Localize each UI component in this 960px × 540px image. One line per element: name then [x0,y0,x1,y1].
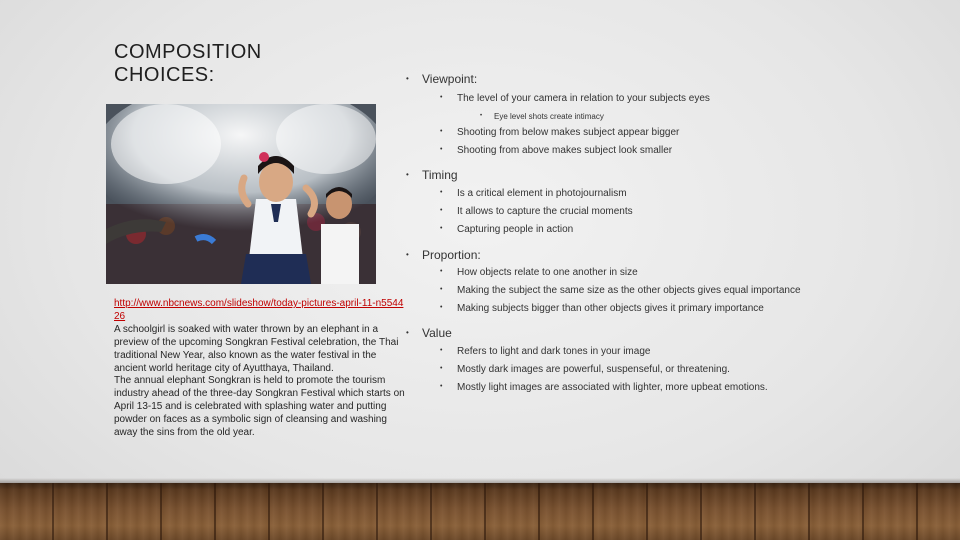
title-line-1: COMPOSITION [114,41,262,63]
wood-floor-decoration [0,483,960,540]
proportion-item-1: • How objects relate to one another in size [440,267,638,278]
heading-viewpoint: • Viewpoint: [406,72,478,86]
timing-item-3: • Capturing people in action [440,224,574,235]
girl-face [259,162,293,202]
proportion-item-3: • Making subjects bigger than other objects gives it primary importance [440,303,764,314]
girl-skirt [241,254,311,284]
viewpoint-item-3: • Shooting from above makes subject look smaller [440,145,673,156]
photo-caption [114,298,406,440]
value-item-1: • Refers to light and dark tones in your image [440,346,651,357]
timing-item-1: • Is a critical element in photojournalism [440,188,627,199]
timing-item-2: • It allows to capture the crucial moments [440,206,633,217]
value-item-2: • Mostly dark images are powerful, suspenseful, or threatening. [440,364,730,375]
value-item-3: • Mostly light images are associated with lighter, more upbeat emotions. [440,382,768,393]
heading-timing: • Timing [406,168,458,182]
heading-proportion: • Proportion: [406,248,481,262]
slide-title [114,41,354,87]
photo-illustration [106,104,376,284]
viewpoint-sub-item-1: • Eye level shots create intimacy [480,112,604,121]
proportion-item-2: • Making the subject the same size as the other objects gives equal importance [440,285,801,296]
heading-value: • Value [406,326,452,340]
title-line-2: CHOICES: [114,64,215,86]
viewpoint-item-1: • The level of your camera in relation to your subjects eyes [440,93,710,104]
viewpoint-item-2: • Shooting from below makes subject appear bigger [440,127,680,138]
source-link[interactable]: http://www.nbcnews.com/slideshow/today-pictures-april-11-n554426 [114,298,404,322]
caption-paragraph-1: A schoolgirl is soaked with water thrown by an elephant in a preview of the upcoming Songkran Festival celebration, the Thai traditional New Year, also known as the water festival in the ancient world heritage city of Ayutthaya, Thailand. [114,323,399,374]
caption-paragraph-2: The annual elephant Songkran is held to promote the tourism industry ahead of the three-day Songkran Festival which starts on April 13-15 and is celebrated with splashing water and putting powder on faces as a symbolic sign of cleansing and washing away the sins from the old year. [114,375,405,439]
photo-schoolgirl-elephant-splash [106,104,376,284]
boy-shirt [321,224,359,284]
